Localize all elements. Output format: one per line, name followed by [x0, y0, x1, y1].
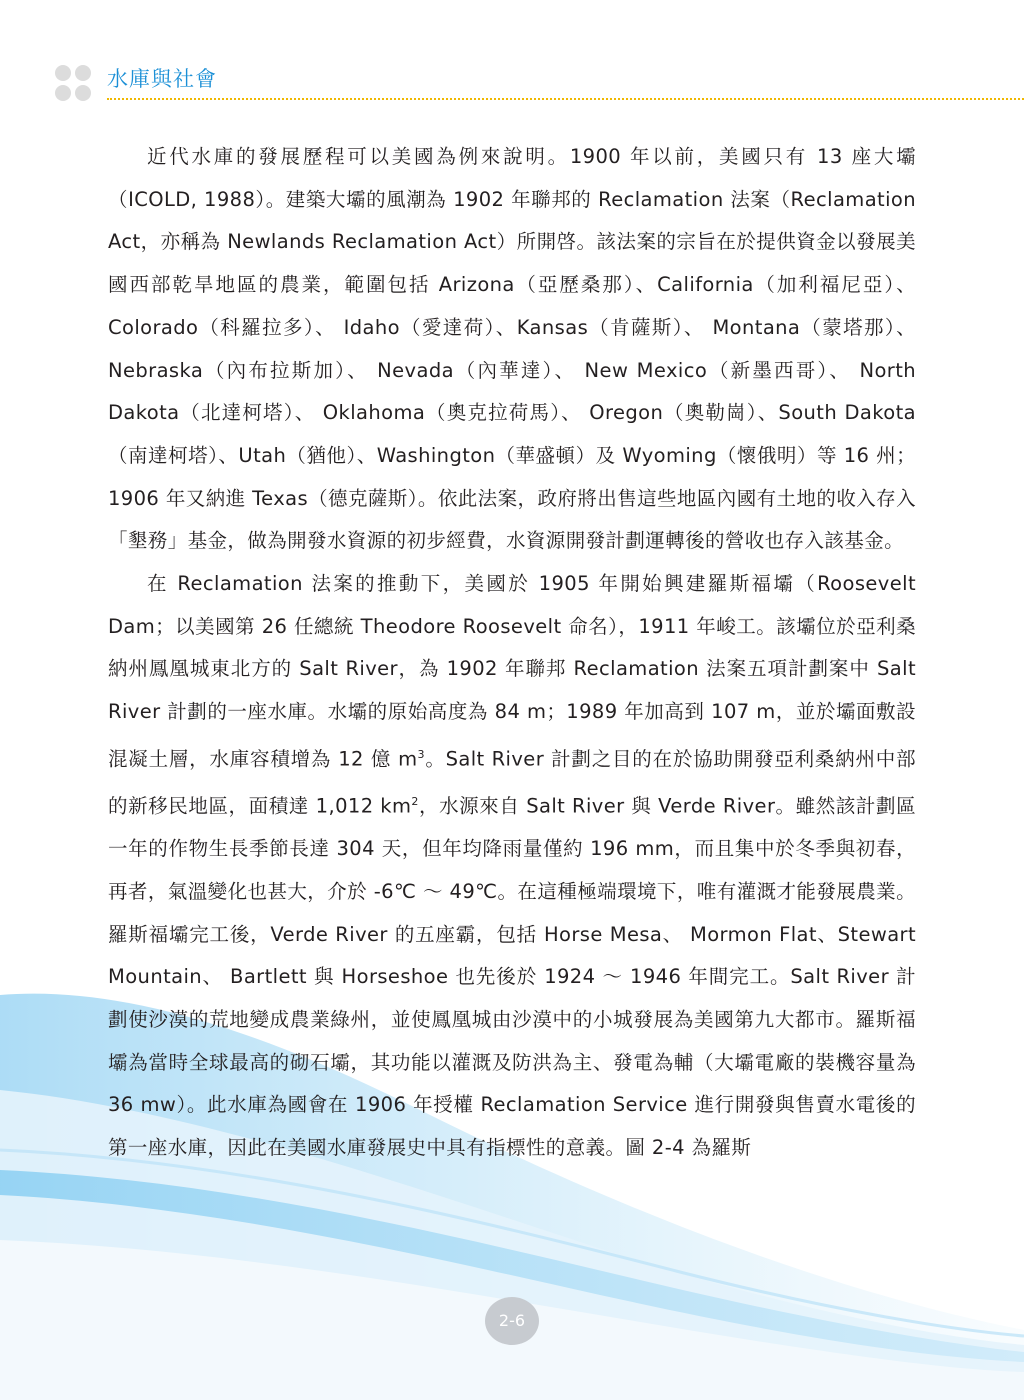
page-number-badge: 2-6: [485, 1297, 539, 1345]
paragraph-1: 近代水庫的發展歷程可以美國為例來說明。1900 年以前，美國只有 13 座大壩（ICOLD, 1988）。建築大壩的風潮為 1902 年聯邦的 Reclamation 法案（Reclamation Act，亦稱為 Newlands Reclamation Act）所開啓。該法案的宗旨在於提供資金以發展美國西部乾旱地區的農業，範圍包括 Arizona（亞歷桑那）、California（加利福尼亞）、 Colorado（科羅拉多）、 Idaho（愛達荷）、Kansas（肯薩斯）、 Montana（蒙塔那）、 Nebraska（內布拉斯加）、 Nevada（內華達）、 New Mexico（新墨西哥）、 North Dakota（北達柯塔）、 Oklahoma（奧克拉荷馬）、 Oregon（奧勒崗）、South Dakota（南達柯塔）、Utah（猶他）、Washington（華盛頓）及 Wyoming（懷俄明）等 16 州；1906 年又納進 Texas（德克薩斯）。依此法案，政府將出售這些地區內國有土地的收入存入「墾務」基金，做為開發水資源的初步經費，水資源開發計劃運轉後的營收也存入該基金。: [108, 145, 916, 553]
superscript-square: 2: [411, 795, 419, 809]
header-title: 水庫與社會: [107, 67, 217, 91]
header-dots-icon: [55, 65, 97, 103]
page-header: [0, 0, 1024, 110]
header-divider: [107, 98, 1024, 100]
paragraph-2-part-2: 。Salt River 計劃之目的在於協助開發亞利桑納州中部的新移民地區，面積達 1,012 km: [108, 747, 916, 818]
paragraph-2-part-1: 在 Reclamation 法案的推動下，美國於 1905 年開始興建羅斯福壩（Roosevelt Dam；以美國第 26 任總統 Theodore Roosevelt 命名），1911 年峻工。該壩位於亞利桑納州鳳凰城東北方的 Salt River，為 1902 年聯邦 Reclamation 法案五項計劃案中 Salt River 計劃的一座水庫。水壩的原始高度為 84 m；1989 年加高到 107 m，並於壩面敷設混凝土層，水庫容積增為 12 億 m: [108, 572, 916, 771]
paragraph-2-part-3: ，水源來自 Salt River 與 Verde River。雖然該計劃區一年的作物生長季節長達 304 天，但年均降雨量僅約 196 mm，而且集中於冬季與初春，再者，氣溫變化也甚大，介於 -6℃ ～ 49℃。在這種極端環境下，唯有灌溉才能發展農業。羅斯福壩完工後，Verde River 的五座霸，包括 Horse Mesa、 Mormon Flat、Stewart Mountain、 Bartlett 與 Horseshoe 也先後於 1924 ～ 1946 年間完工。Salt River 計劃使沙漠的荒地變成農業綠州，並使鳳凰城由沙漠中的小城發展為美國第九大都市。羅斯福壩為當時全球最高的砌石壩，其功能以灌溉及防洪為主、發電為輔（大壩電廠的裝機容量為 36 mw）。此水庫為國會在 1906 年授權 Reclamation Service 進行開發與售賣水電後的第一座水庫，因此在美國水庫發展史中具有指標性的意義。圖 2-4 為羅斯: [108, 794, 916, 1160]
superscript-cubic: 3: [417, 747, 425, 761]
paragraph-2: [108, 563, 916, 1170]
document-body: [108, 136, 916, 1170]
